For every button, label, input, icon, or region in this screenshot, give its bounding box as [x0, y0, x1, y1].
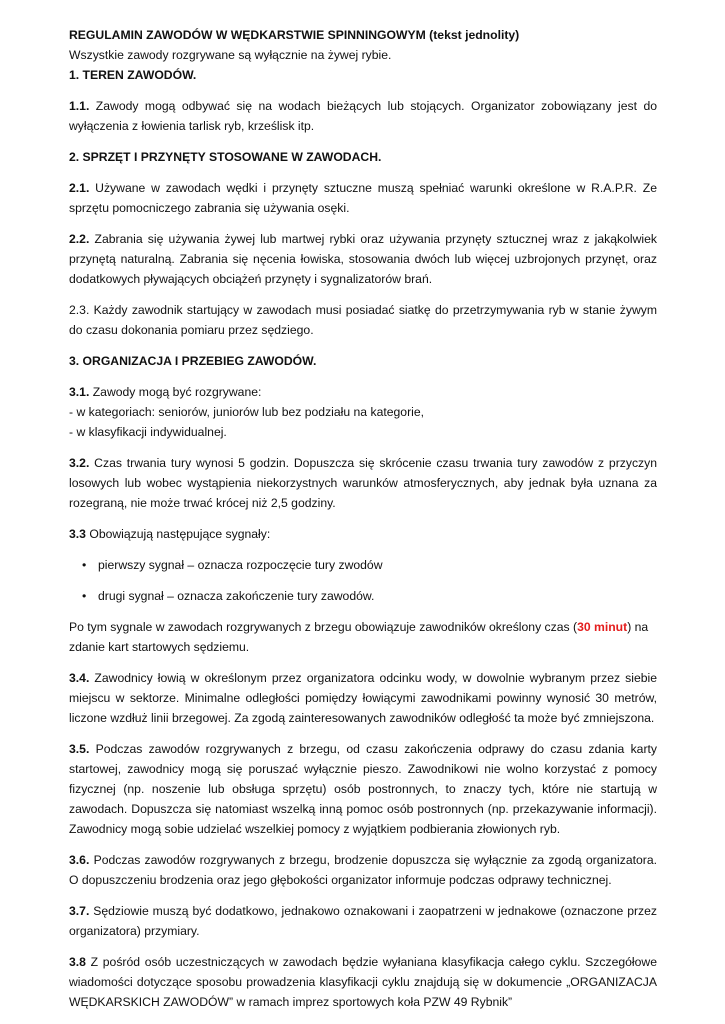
paragraph-number: 3.5.	[69, 742, 90, 756]
paragraph-3-4	[69, 668, 657, 728]
paragraph-number: 3.6.	[69, 853, 90, 867]
list-item	[69, 555, 657, 575]
paragraph-3-8	[69, 952, 657, 1012]
paragraph-3-7	[69, 901, 657, 941]
paragraph-2-2	[69, 229, 657, 289]
document-title: REGULAMIN ZAWODÓW W WĘDKARSTWIE SPINNINGOWYM (tekst jednolity)	[69, 28, 520, 42]
paragraph-text: Obowiązują następujące sygnały:	[85, 527, 271, 541]
section-2-heading: 2. SPRZĘT I PRZYNĘTY STOSOWANE W ZAWODACH.	[69, 150, 382, 164]
paragraph-text: Czas trwania tury wynosi 5 godzin. Dopuszcza się skrócenie czasu trwania tury zawodów z przyczyn losowych lub wobec wystąpienia niekorzystnych warunków atmosferycznych, aby jednak była uznana za rozegraną, nie może trwać krócej niż 2,5 godziny.	[69, 456, 657, 510]
list-item	[69, 586, 657, 606]
bullet-icon: •	[82, 589, 87, 603]
paragraph-3-2	[69, 453, 657, 513]
paragraph-number: 3.2.	[69, 456, 90, 470]
paragraph-text: Z pośród osób uczestniczących w zawodach będzie wyłaniana klasyfikacja całego cyklu. Szczegółowe wiadomości dotyczące sposobu prowadzenia klasyfikacji cyklu znajdują się w dokumencie „ORGANIZACJA WĘDKARSKICH ZAWODÓW” w ramach imprez sportowych koła PZW 49 Rybnik”	[69, 955, 657, 1009]
signal-list	[69, 555, 657, 606]
paragraph-text: Po tym sygnale w zawodach rozgrywanych z brzegu obowiązuje zawodników określony czas (	[69, 620, 578, 634]
bullet-icon: •	[82, 558, 87, 572]
paragraph-1-1	[69, 96, 657, 136]
paragraph-text: Zabrania się używania żywej lub martwej rybki oraz używania przynęty sztucznej wraz z jakąkolwiek przynętą naturalną. Zabrania się nęcenia łowiska, stosowania dwóch lub więcej uzbrojonych przynęt, oraz dodatkowych pływających obciążeń przynęty i sygnalizatorów brań.	[69, 232, 657, 286]
paragraph-number: 3.1.	[69, 385, 90, 399]
highlighted-time: 30 minut	[577, 620, 628, 634]
paragraph-text: Podczas zawodów rozgrywanych z brzegu, brodzenie dopuszcza się wyłącznie za zgodą organizatora. O dopuszczeniu brodzenia oraz jego głębokości organizator informuje podczas odprawy technicznej.	[69, 853, 657, 887]
intro-line: Wszystkie zawody rozgrywane są wyłącznie na żywej rybie.	[69, 48, 392, 62]
paragraph-text: Zawody mogą odbywać się na wodach bieżących lub stojących. Organizator zobowiązany jest do wyłączenia z łowienia tarlisk ryb, krześlisk itp.	[69, 99, 657, 133]
paragraph-number: 3.7.	[69, 904, 90, 918]
paragraph-3-5	[69, 739, 657, 839]
paragraph-3-1	[69, 382, 657, 442]
paragraph-text: Używane w zawodach wędki i przynęty sztuczne muszą spełniać warunki określone w R.A.P.R. Ze sprzętu pomocniczego zabrania się używania osęki.	[69, 181, 657, 215]
paragraph-number: 3.3	[69, 527, 86, 541]
list-item-text: drugi sygnał – oznacza zakończenie tury zawodów.	[98, 589, 375, 603]
list-item-text: pierwszy sygnał – oznacza rozpoczęcie tury zwodów	[98, 558, 383, 572]
paragraph-number: 2.2.	[69, 232, 90, 246]
paragraph-number: 3.4.	[69, 671, 90, 685]
classification-line: - w klasyfikacji indywidualnej.	[69, 425, 227, 439]
paragraph-2-3: 2.3. Każdy zawodnik startujący w zawodach musi posiadać siatkę do przetrzymywania ryb w stanie żywym do czasu dokonania pomiaru przez sędziego.	[69, 303, 657, 337]
section-1-heading: 1. TEREN ZAWODÓW.	[69, 68, 197, 82]
paragraph-3-6	[69, 850, 657, 890]
paragraph-text: Sędziowie muszą być dodatkowo, jednakowo oznakowani i zaopatrzeni w jednakowe (oznaczone przez organizatora) przymiary.	[69, 904, 657, 938]
paragraph-2-1	[69, 178, 657, 218]
paragraph-text: ) na zdanie kart startowych sędziemu.	[69, 620, 649, 654]
section-3-heading: 3. ORGANIZACJA I PRZEBIEG ZAWODÓW.	[69, 354, 317, 368]
paragraph-3-3	[69, 524, 657, 544]
paragraph-number: 1.1.	[69, 99, 90, 113]
signal-note-paragraph	[69, 617, 657, 657]
paragraph-number: 2.1.	[69, 181, 90, 195]
paragraph-text: Zawodnicy łowią w określonym przez organizatora odcinku wody, w dowolnie wybranym przez siebie miejscu w sektorze. Minimalne odległości pomiędzy łowiącymi zawodnikami powinny wynosić 30 metrów, liczone wzdłuż linii brzegowej. Za zgodą zainteresowanych zawodników odległość ta może być zmniejszona.	[69, 671, 657, 725]
paragraph-number: 3.8	[69, 955, 86, 969]
category-line: - w kategoriach: seniorów, juniorów lub bez podziału na kategorie,	[69, 405, 424, 419]
paragraph-text: Podczas zawodów rozgrywanych z brzegu, od czasu zakończenia odprawy do czasu zdania karty startowej, zawodnicy mogą się poruszać wyłącznie pieszo. Zawodnikowi nie wolno korzystać z pomocy fizycznej (np. noszenie lub obsługa sprzętu) osób postronnych, to znaczy tych, które nie startują w zawodach. Dopuszcza się natomiast wszelką inną pomoc osób postronnych (np. przekazywanie informacji). Zawodnicy mogą sobie udzielać wszelkiej pomocy z wyjątkiem podbierania złowionych ryb.	[69, 742, 657, 836]
paragraph-text: Zawody mogą być rozgrywane:	[89, 385, 262, 399]
